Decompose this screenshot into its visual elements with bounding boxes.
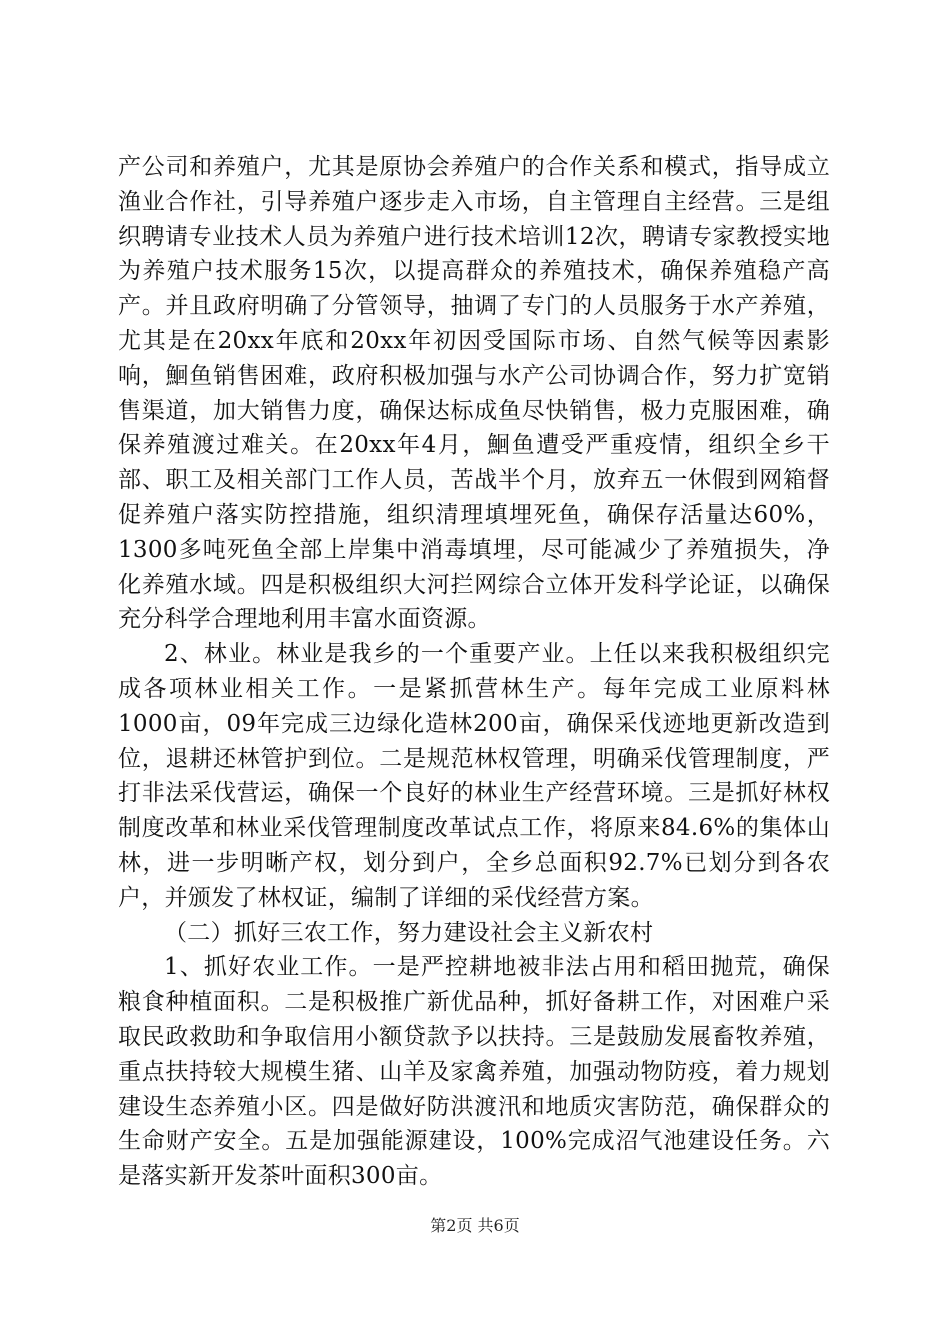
section-heading-agriculture: （二）抓好三农工作，努力建设社会主义新农村 <box>164 919 654 946</box>
page-footer: 第2页 共6页 <box>430 1216 520 1235</box>
document-body <box>118 150 830 1194</box>
paragraph-aquaculture-continued: 产公司和养殖户，尤其是原协会养殖户的合作关系和模式，指导成立渔业合作社，引导养殖户逐步走入市场，自主管理自主经营。三是组织聘请专业技术人员为养殖户进行技术培训12次，聘请专家教授实地为养殖户技术服务15次，以提高群众的养殖技术，确保养殖稳产高产。并且政府明确了分管领导，抽调了专门的人员服务于水产养殖，尤其是在20xx年底和20xx年初因受国际市场、自然气候等因素影响，鮰鱼销售困难，政府积极加强与水产公司协调合作，努力扩宽销售渠道，加大销售力度，确保达标成鱼尽快销售，极力克服困难，确保养殖渡过难关。在20xx年4月，鮰鱼遭受严重疫情，组织全乡干部、职工及相关部门工作人员，苦战半个月，放弃五一休假到网箱督促养殖户落实防控措施，组织清理填埋死鱼，确保存活量达60%，1300多吨死鱼全部上岸集中消毒填埋，尽可能减少了养殖损失，净化养殖水域。四是积极组织大河拦网综合立体开发科学论证，以确保充分科学合理地利用丰富水面资源。 <box>118 154 830 633</box>
paragraph-forestry: 2、林业。林业是我乡的一个重要产业。上任以来我积极组织完成各项林业相关工作。一是紧抓营林生产。每年完成工业原料林1000亩，09年完成三边绿化造林200亩，确保采伐迹地更新改造到位，退耕还林管护到位。二是规范林权管理，明确采伐管理制度，严打非法采伐营运，确保一个良好的林业生产经营环境。三是抓好林权制度改革和林业采伐管理制度改革试点工作，将原来84.6%的集体山林，进一步明晰产权，划分到户，全乡总面积92.7%已划分到各农户，并颁发了林权证，编制了详细的采伐经营方案。 <box>118 641 830 911</box>
paragraph-agriculture: 1、抓好农业工作。一是严控耕地被非法占用和稻田抛荒，确保粮食种植面积。二是积极推广新优品种，抓好备耕工作，对困难户采取民政救助和争取信用小额贷款予以扶持。三是鼓励发展畜牧养殖，重点扶持较大规模生猪、山羊及家禽养殖，加强动物防疫，着力规划建设生态养殖小区。四是做好防洪渡汛和地质灾害防范，确保群众的生命财产安全。五是加强能源建设，100%完成沼气池建设任务。六是落实新开发茶叶面积300亩。 <box>118 954 830 1190</box>
